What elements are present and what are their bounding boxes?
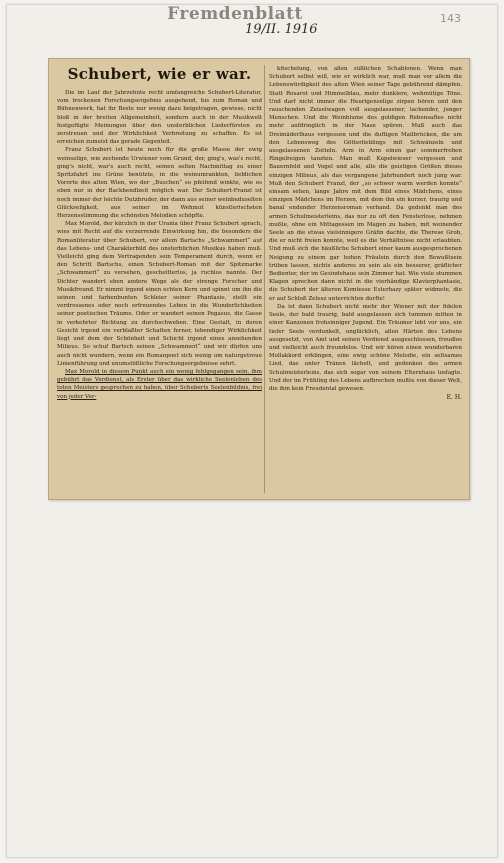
- article-right-column: [269, 65, 462, 493]
- paragraph: Da ist dann Schubert nicht mehr der Wiener mit der fidelen Seele, der bald traurig, bald ausgelassen sich tummen mitten in einer Kanzonen frohsinniger Jugend. Ein Träumer lebt vor uns, ein tiefer Seele verdunkelt, unglücklich, allen Härten des Lebens ausgesetzt, von Amt und seinen Verdienst ausgeschlossen, freudlos und vielleicht auch freundelos. Und wir hören einen wunderbaren Mollakkord erklingen, eine ewig schöne Melodie, ein seltsames Lied, das unter Tränen lächelt, und gedenken des armen Schulmeisterleins, das sich sogar von seinem Elternhaus losfagte. Und der im Frühling des Lebens aufbrechen mußte von dieser Welt, die ihm kein Freudental gewesen.: [269, 303, 462, 392]
- author-signature: E. H.: [446, 394, 462, 402]
- newspaper-masthead: Fremdenblatt: [167, 4, 303, 24]
- article-body-right: [269, 65, 462, 393]
- newspaper-clipping: [48, 58, 470, 500]
- article-left-column: [57, 65, 262, 493]
- paragraph: Die im Lauf der Jahrzehnte recht umfangreiche Schubert-Literatur, vom trockenen Forschungsergebnis ausgehend, bis zum Roman und Bühnenwerk, hat ihr Beste nur wenig dazu beigetragen, gewisse, nicht bloß in der breiten Allgemeinheit, sondern auch in der Musikwelt festgefügte Meinungen über den unsterblichen Liederfürsten zu zerstreuen und der Wirklichkeit Verbreitung zu schaffen. Es ist erreichen zumeist das gerade Gegenteil.: [57, 90, 262, 146]
- column-divider: [264, 65, 265, 493]
- paragraph: Max Morold, der kürzlich in der Urania über Franz Schubert sprach, wies mit Recht auf die verzerrende Einwirkung hin, die besonders die Romanliteratur über Schubert, vor allem Bartschs „Schwammerl“ auf das Lebens- und Charakterbild des unsterblichen Musikus haben muß. Vielleicht ging dem Vertragenden sein Temperament durch, wenn er den Schritt Bartschs, einen Schubert-Roman mit der Spitzmarke „Schwammerl“ zu versehen, gescheitterlos, ja ruchlos nannte. Der Dichter wandert eben andere Wege als der strenge Forscher und Musikfreund. Er nimmt irgend einen echten Kern und spinnt um ihn die seinen und farbenbunten Schleier seiner Phantasie, stellt ein verdrossenes oder noch erfreuendes Leben in die Wunderlichkeiten seiner poetischen Träume. Oder er wandert seinen Pegasus, die Gasse in verkehrter Richtung zu durchschweben. Eine Gestalt, in deren Gesicht irgend ein verblaßter Schatten ferner, lebendiger Wirklichkeit liegt und dem der Schönheit und Schicht irgend eines ansehenden Milieus. So schuf Bartsch seinen „Schwammerl“ und wir dürfen uns auch nicht wundern, wenn ein Romanpoet sich wenig um naturgetreue Linienführung und unumstößliche Forschungsergebnisse sehrt.: [57, 221, 262, 367]
- article-body-left: [57, 89, 262, 401]
- paragraph: Max Morold in diesem Punkt auch ein wenig fehlgegangen sein, ihm gebührt das Verdienst, als Erster über das wirkliche Seelenleben des toten Meisters gesprochen zu haben, über Schuberts Seelenbildnis, frei von jeder Ver-: [57, 368, 262, 400]
- paragraph: kitschelung, von allen süßlichen Schablonen. Wenn man Schubert selbst will, wie er wirklich war, muß man vor allem die Lebenswürdigkeit des alten Wien seiner Tage gebührend dämpfen. Statt Rosarot und Himmelblau, mehr dunklere, wehmütige Töne. Und darf nicht immer die Heurigenselige zirpen hören und den rauschenden Zeiselwagen voll ausgelassener, lachender, junger Menschen. Und die Weinblume des goldigen Rebensaftes nicht mehr aufdringlich in der Nase spüren. Muß auch das Dreimäderlhaus vergessen und die duftigen Mailbrücken, die um den Lebensweg des Götterlieblings mit Schwänzeln und ausgelassenen Zotteln. Arm in Arm einen gar sommerfrohen Ringelreigen tanzten. Man muß Kupelwieser vergessen und Bauernfeld und Vogel und alle, alle die geistigen Größen dieses einzigen Milieus, als das vergangene Jahrhundert noch jung war. Muß den Schubert Franzl, der „so schwer warm werden konnte“ einsam sehen, lange Jahre mit dem Bild eines Mädchens, eines einzigen Mädchens im Herzen, mit dem ihn ein kurzer, traurig und banal endender Herzensroman verband. Da gedenkt man des armen Schulmeisterleins, das nur zu oft den Fensterlose, nehmen mußte, ohne ein Mittagessen im Magen zu haben, mit weinender Seele an die etwas vielsinnigere Gräfin dachte, die Therese Grob, die er nicht freien konnte, weil es die Verhältnisse nicht erlaubten. Und muß sich die häußliche Schubert einer kaum ausgesprochenen Neigung zu einem gar hohen Fräulein durch den Bewußtsein trüben lassen, nichts anderes zu sein als ein besserer, gräflicher Bedienter, der im Gesindehaus sein Zimmer hat. Wie viele stummen Klagen sprechen dann nicht in die vierhändige Klavierphantasie, die Schubert der älteren Komtesse Esterhazy später widmete, die er auf Schloß Zelesz unterrichten durfte!: [269, 66, 462, 302]
- article-headline: Schubert, wie er war.: [67, 65, 252, 83]
- paragraph: Franz Schubert ist heute noch für die große Masse der ewig weinselige, wie zechende Urwiener vom Grund, der, ging's, was's recht, ging's nicht, war's auch recht, seinen selten Nachmittag zu einer Spritzfahrt ins Grüne benützte, in die weinumrankten, lieblichen Vororte des alten Wien, wo der „Buschen“ so pfeifend winkte, wie es eben nur in der Backhendlzeit möglich war. Der Schubert-Franzl ist noch immer der leichte Dutzbruder, der dann aus seiner weinbeduselten Glückseligkeit, aus seiner im Wehmut künstlerischsten Herzensstimmung die schönsten Melodien schöpfte.: [57, 147, 262, 220]
- archive-number: 143: [440, 12, 461, 25]
- handwritten-date: 19/II. 1916: [245, 22, 318, 37]
